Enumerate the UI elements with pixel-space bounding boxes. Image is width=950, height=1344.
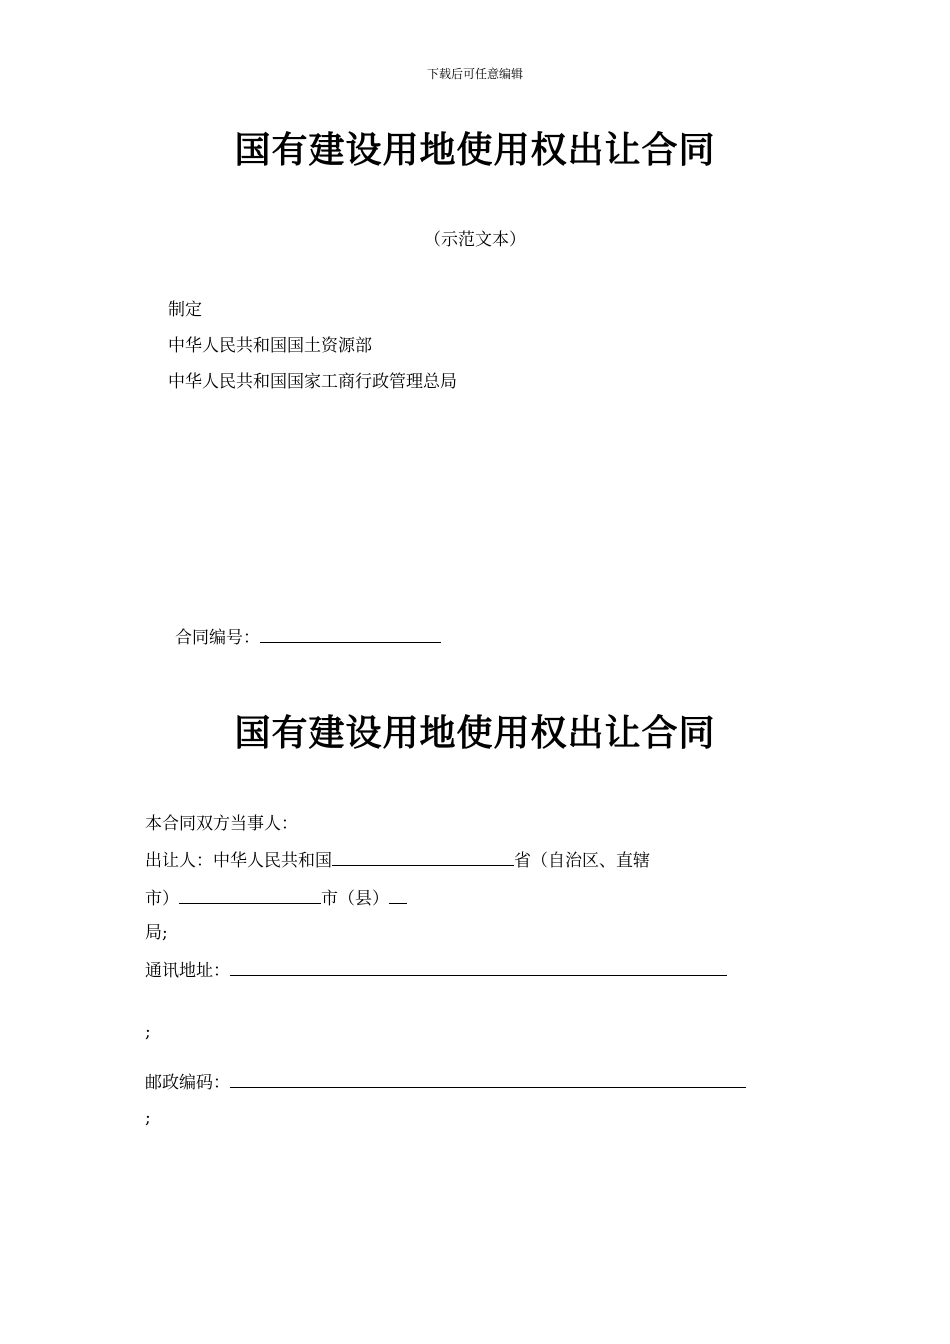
address-end: ; <box>145 1022 151 1042</box>
grantor-province-suffix: 省（自治区、直辖 <box>514 851 650 871</box>
postcode-end: ; <box>145 1108 151 1128</box>
issuer-ministry-commerce: 中华人民共和国国家工商行政管理总局 <box>168 372 457 392</box>
grantor-city-prefix: 市） <box>145 889 179 909</box>
grantor-city-blank[interactable] <box>179 885 321 904</box>
contract-number-label: 合同编号： <box>175 628 260 648</box>
contract-number-blank[interactable] <box>260 624 441 643</box>
postcode-label: 邮政编码： <box>145 1073 230 1093</box>
contract-number-row <box>175 624 441 649</box>
issuer-label: 制定 <box>168 300 202 320</box>
issuer-ministry-land: 中华人民共和国国土资源部 <box>168 336 372 356</box>
grantor-bureau: 局; <box>145 923 168 943</box>
address-blank[interactable] <box>230 957 727 976</box>
grantor-row <box>145 847 650 872</box>
address-row <box>145 957 727 982</box>
grantor-city-row <box>145 885 407 910</box>
cover-subtitle: （示范文本） <box>424 230 526 250</box>
address-label: 通讯地址： <box>145 961 230 981</box>
grantor-province-blank[interactable] <box>332 847 514 866</box>
postcode-blank[interactable] <box>230 1069 746 1088</box>
grantor-prefix: 出让人：中华人民共和国 <box>145 851 332 871</box>
parties-label: 本合同双方当事人： <box>145 814 298 834</box>
contract-title: 国有建设用地使用权出让合同 <box>234 712 716 754</box>
grantor-city-suffix: 市（县） <box>321 889 389 909</box>
postcode-row <box>145 1069 746 1094</box>
grantor-bureau-blank[interactable] <box>389 885 407 904</box>
cover-title: 国有建设用地使用权出让合同 <box>234 129 716 171</box>
header-note: 下载后可任意编辑 <box>426 67 523 81</box>
